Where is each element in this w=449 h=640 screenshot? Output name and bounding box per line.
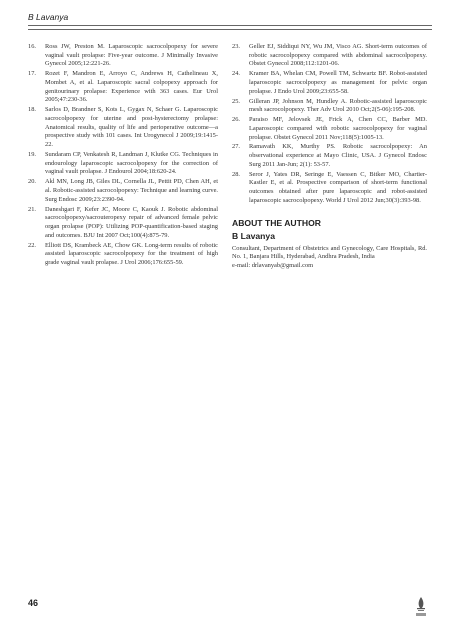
reference-number: 16. bbox=[28, 43, 36, 50]
publisher-logo-icon bbox=[414, 596, 428, 618]
reference-item bbox=[28, 151, 218, 177]
reference-item bbox=[28, 178, 218, 204]
reference-item bbox=[28, 206, 218, 241]
reference-list-right bbox=[232, 43, 427, 206]
author-email: e-mail: drlavanyab@gmail.com bbox=[232, 262, 314, 269]
reference-item bbox=[28, 242, 218, 268]
reference-number: 19. bbox=[28, 151, 36, 158]
running-head: B Lavanya bbox=[28, 12, 69, 22]
reference-number: 18. bbox=[28, 106, 36, 114]
reference-text: Elliott DS, Krambeck AE, Chow GK. Long-term results of robotic assisted laparoscopic sacrocolpopexy for the treatment of high grade vaginal vault prolapse. J Urol 2006;176:655-59. bbox=[45, 241, 218, 266]
reference-text: Akl MN, Long JB, Giles DL, Cornella JL, Pettit PD, Chen AH, et al. Robotic-assisted sacrocolpopexy: Technique and learning curve. Surg Endosc 2009;23:2390-94. bbox=[45, 178, 218, 203]
reference-number: 24. bbox=[232, 70, 240, 78]
reference-item bbox=[28, 43, 218, 69]
reference-item bbox=[28, 70, 218, 105]
page-number: 46 bbox=[28, 598, 39, 608]
reference-text: Kramer BA, Whelan CM, Powell TM, Schwartz BF. Robot-assisted laparoscopic sacrocolpopexy as management for pelvic organ prolapse. J Endo Urol 2009;23:655-58. bbox=[249, 70, 427, 95]
references-left-column bbox=[28, 43, 218, 269]
reference-text: Gilleran JP, Johnson M, Hundley A. Robotic-assisted laparoscopic mesh sacrocolpopexy. Ther Adv Urol 2010 Oct;2(5-06):195-208. bbox=[249, 97, 427, 114]
reference-item bbox=[28, 106, 218, 150]
reference-number: 26. bbox=[232, 116, 240, 124]
reference-text: Geller EJ, Siddiqui NY, Wu JM, Visco AG. Short-term outcomes of robotic sacrocolpopexy compared with abdominal sacrocolpopexy. Obstet Gynecol 2008;112:1201-06. bbox=[249, 43, 427, 68]
reference-number: 27. bbox=[232, 143, 240, 151]
author-affiliation-text: Consultant, Department of Obstetrics and Gynecology, Care Hospitals, Rd. No. 1, Banjara Hills, Hyderabad, Andhra Pradesh, India bbox=[232, 244, 427, 261]
reference-number: 23. bbox=[232, 43, 240, 50]
about-author-heading: ABOUT THE AUTHOR bbox=[232, 217, 321, 228]
reference-item bbox=[232, 43, 427, 69]
reference-number: 28. bbox=[232, 170, 240, 178]
author-affiliation bbox=[232, 245, 427, 271]
reference-text: Daneshgari F, Kefer JC, Moore C, Kaouk J. Robotic abdominal sacrocolpopexy/sacrouteropexy repair of advanced female pelvic organ prolapse (POP): Utilizing POP-quantification-based staging and outcomes. BJU Int 2007 Oct;100(4):875-79. bbox=[45, 205, 218, 239]
references-right-column bbox=[232, 43, 427, 271]
reference-text: Paraiso MF, Jelovsek JE, Frick A, Chen CC, Barber MD. Laparoscopic compared with robotic sacrocolpopexy for vaginal prolapse. Obstet Gynecol 2011 Nov;118(5):1005-13. bbox=[249, 116, 427, 141]
reference-text: Sundaram CP, Venkatesh R, Landman J, Klutke CG. Techniques in endourology laparoscopic sacrocolpopexy for the correction of vaginal vault prolapse. J Endourol 2004;18:620-24. bbox=[45, 151, 218, 176]
reference-number: 25. bbox=[232, 97, 240, 105]
reference-list-left bbox=[28, 43, 218, 268]
reference-item bbox=[232, 70, 427, 96]
reference-number: 21. bbox=[28, 205, 36, 213]
reference-text: Seror J, Yates DR, Seringe E, Vaessen C, Bitker MO, Chartier-Kastler E, et al. Prospective comparison of short-term functional outcomes obtained after pure laparoscopic and robot-assisted laparoscopic sacrocolpopexy. World J Urol 2012 Jun;30(3):393-98. bbox=[249, 170, 427, 204]
reference-item bbox=[232, 98, 427, 115]
header-rule-lower bbox=[28, 29, 432, 30]
reference-item bbox=[232, 116, 427, 142]
reference-text: Sarlos D, Brandner S, Kots L, Gygax N, Schaer G. Laparoscopic sacrocolpopexy for uterine and post-hysterectomy prolapse: Anatomical results, quality of life and perioperative outcome—a prospective study with 101 cases. Int Urogynecol J 2009;19:1415-22. bbox=[45, 106, 218, 149]
reference-number: 20. bbox=[28, 178, 36, 186]
reference-text: Rozet F, Mandron E, Arroyo C, Andrews H, Cathelineau X, Mombet A, et al. Laparoscopic sacral colpopexy approach for genitourinary prolapse: Experience with 363 cases. Eur Urol 2005;47:230-36. bbox=[45, 70, 218, 104]
reference-item bbox=[232, 171, 427, 206]
author-name: B Lavanya bbox=[232, 230, 275, 241]
reference-item bbox=[232, 143, 427, 169]
reference-text: Ross JW, Preston M. Laparoscopic sacrocolpopexy for severe vaginal vault prolapse: Five-year outcome. J Minimally Invasive Gynecol 2005;12:221-26. bbox=[45, 43, 218, 68]
reference-number: 17. bbox=[28, 70, 36, 78]
reference-text: Ramavath KK, Murthy PS. Robotic sacrocolpopexy: An observational experience at Mayo Clinic, USA. J Gynecol Endosc Surg 2011 Jan-Jun; 2(1): 53-57. bbox=[249, 143, 427, 168]
reference-number: 22. bbox=[28, 241, 36, 249]
header-rule bbox=[28, 25, 432, 26]
